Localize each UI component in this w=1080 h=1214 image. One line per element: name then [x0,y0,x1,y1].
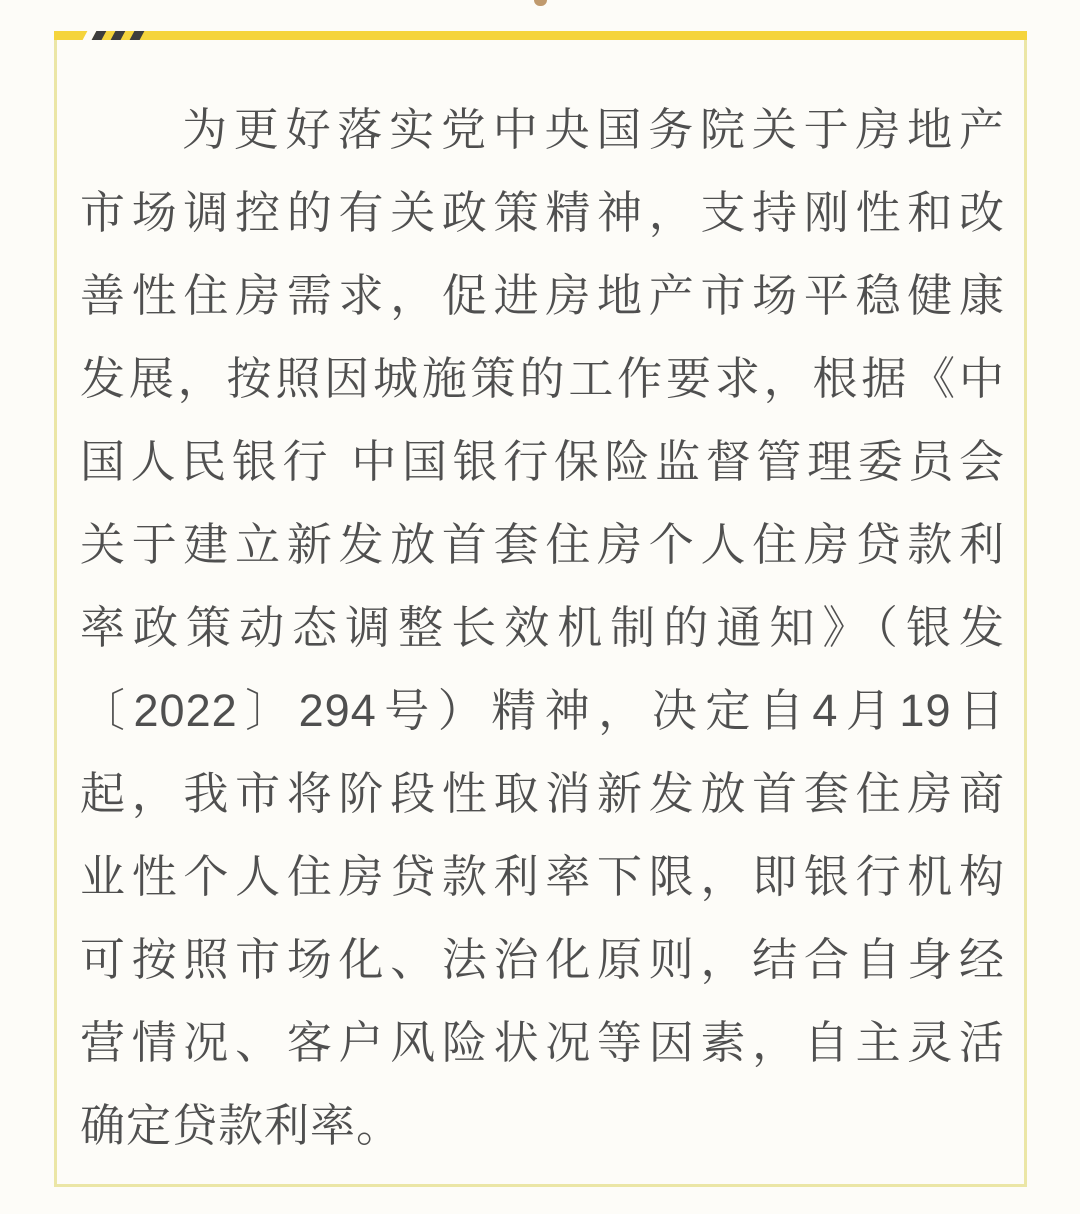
article-frame [54,31,1027,1187]
frame-border-right [1024,31,1027,1187]
diagonal-stripes-decoration [83,31,145,40]
paragraph-line: 关于建立新发放首套住房个人住房贷款利 [80,519,1005,570]
paragraph-line: 为更好落实党中央国务院关于房地产 [182,104,1005,155]
paragraph-line: 率政策动态调整长效机制的通知》（银发 [80,602,1005,653]
cropped-graphic-dot [534,0,547,6]
paragraph-line: 营情况、客户风险状况等因素，自主灵活 [80,1017,1005,1068]
paragraph-line: 发展，按照因城施策的工作要求，根据《中 [80,353,1005,404]
paragraph-line: 〔2022〕294号）精神，决定自4月19日 [80,685,1005,736]
paragraph-line: 国人民银行 中国银行保险监督管理委员会 [80,436,1005,487]
paragraph-line: 可按照市场化、法治化原则，结合自身经 [80,934,1005,985]
paragraph-line: 起，我市将阶段性取消新发放首套住房商 [80,768,1005,819]
paragraph-line: 市场调控的有关政策精神，支持刚性和改 [80,187,1005,238]
frame-border-left [54,31,57,1187]
paragraph [80,88,1005,1167]
frame-border-bottom [54,1184,1027,1187]
paragraph-line: 业性个人住房贷款利率下限，即银行机构 [80,851,1005,902]
article-body [80,88,1005,1167]
paragraph-line: 善性住房需求，促进房地产市场平稳健康 [80,270,1005,321]
paragraph-line: 确定贷款利率。 [80,1100,403,1151]
frame-top-accent-bar [54,31,1027,40]
